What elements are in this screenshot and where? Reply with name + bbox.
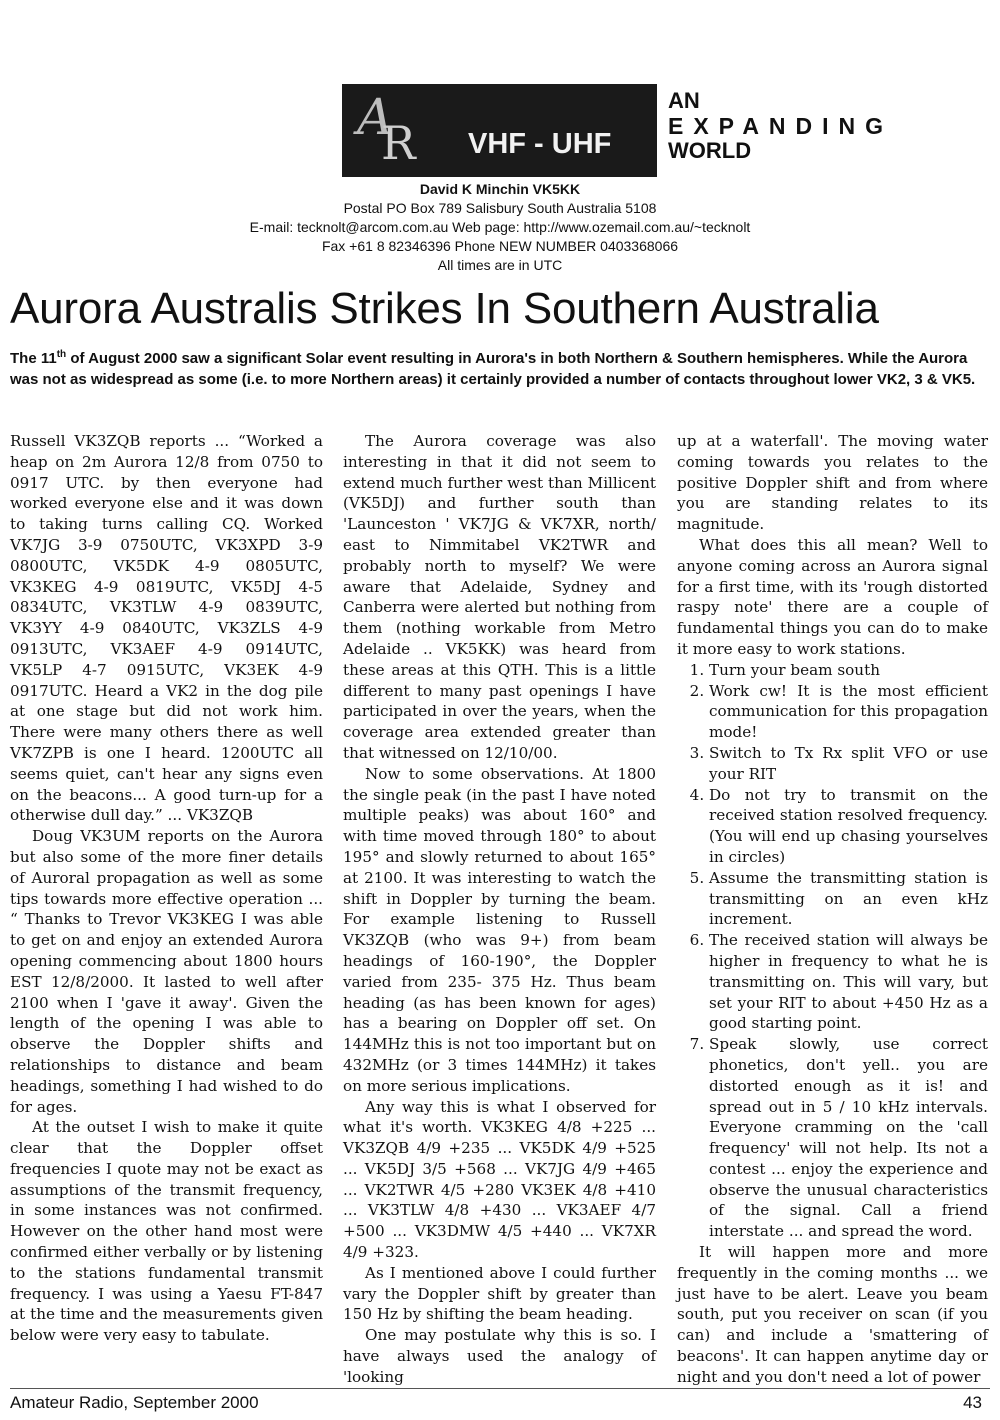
paragraph: At the outset I wish to make it quite clear that the Doppler offset frequencies I quote may not be exact as assumptions of the transmit frequency, in some instances was not confirmed. However on the other hand most were confirmed either verbally or by listening to the stations fundamental transmit frequency. I was using a Yaesu FT-847 at the time and the measurements given below were very easy to tabulate. [10, 1118, 323, 1345]
footer-page-number: 43 [963, 1393, 982, 1412]
footer-publication: Amateur Radio, September 2000 [10, 1393, 259, 1412]
article-intro: The 11th of August 2000 saw a significant Solar event resulting in Aurora's in both Northern & Southern hemispheres. While the Aurora was not as widespread as some (i.e. to more Northern areas) it certainly provided a number of contacts throughout lower VK2, 3 & VK5. [10, 349, 976, 388]
tips-list [677, 660, 988, 1242]
logo-letter-a: A [357, 88, 394, 146]
paragraph: What does this all mean? Well to anyone coming across an Aurora signal for a first time, with its 'rough distorted raspy note' there are a couple of fundamental things you can do to make it more easy to work stations. [677, 535, 988, 658]
text-column-1 [10, 431, 323, 1346]
paragraph: Now to some observations. At 1800 the single peak (in the past I have noted multiple peaks) was about 160° and with time moved through 180° to about 195° and slowly returned to about 165° at 2100. It was interesting to watch the shift in Doppler by turning the beam. For example listening to Russell VK3ZQB (who was 9+) from beam headings of 160-190°, the Doppler varied from 235- 375 Hz. Thus beam heading (as has been known for ages) has a bearing on Doppler off set. On 144MHz this is not too important but on 432MHz (or 3 times 144MHz) it takes on more serious implications. [343, 764, 656, 1095]
paragraph: As I mentioned above I could further vary the Doppler shift by greater than 150 Hz by shifting the beam heading. [343, 1263, 656, 1324]
text-column-3 [677, 431, 988, 1388]
author-block [0, 180, 1000, 275]
text-column-2 [343, 431, 656, 1388]
tagline-line-1: AN [668, 88, 700, 113]
list-item: 7. Speak slowly, use correct phonetics, don't yell.. you are distorted enough as it is! and spread out in 5 / 10 kHz intervals. Everyone cramming on the 'call frequency' will not help. Its not a contest ... enjoy the experience and observe the unusual characteristics of the signal. Call a friend interstate ... and spread the word. [709, 1034, 988, 1242]
list-item: 4. Do not try to transmit on the received station resolved frequency. (You will end up chasing yourselves in circles) [709, 785, 988, 868]
paragraph: The Aurora coverage was also interesting in that it did not seem to extend much further west than Millicent (VK5DJ) and further south than 'Launceston ' VK7JG & VK7XR, north/ east to Nimmitabel VK2TWR and probably north to myself? We were aware that Adelaide, Sydney and Canberra were alerted but nothing from them (nothing workable from Metro Adelaide .. VK5KK) was heard from these areas at this QTH. This is a little different to many past openings I have participated in over the years, when the coverage area extended greater than that witnessed on 12/10/00. [343, 432, 656, 762]
paragraph: One may postulate why this is so. I have always used the analogy of 'looking [343, 1326, 656, 1386]
author-times: All times are in UTC [437, 257, 563, 273]
author-contact: E-mail: tecknolt@arcom.com.au Web page: http://www.ozemail.com.au/~tecknolt [249, 219, 751, 235]
author-phone: Fax +61 8 82346396 Phone NEW NUMBER 0403368066 [321, 238, 679, 254]
column-band-label: VHF - UHF [468, 128, 612, 160]
author-name: David K Minchin VK5KK [419, 181, 581, 197]
list-item: 5. Assume the transmitting station is transmitting on an even kHz increment. [709, 868, 988, 930]
author-postal: Postal PO Box 789 Salisbury South Australia 5108 [343, 200, 657, 216]
paragraph: Doug VK3UM reports on the Aurora but also some of the more finer details of Auroral propagation as well as some tips towards more effective operation ... “ Thanks to Trevor VK3KEG I was able to get on and enjoy an extended Aurora opening commencing about 1800 hours EST 12/8/2000. It lasted to well after 2100 when I 'gave it away'. Given the length of the opening I was able to observe the Doppler shifts and relationships to distance and beam headings, something I had wished to do for ages. [10, 827, 323, 1116]
list-item: 1. Turn your beam south [709, 660, 988, 681]
paragraph: up at a waterfall'. The moving water coming towards you relates to the positive Doppler shift and from where you are standing relates to its magnitude. [677, 432, 988, 534]
article-title: Aurora Australis Strikes In Southern Australia [10, 284, 879, 333]
paragraph: It will happen more and more frequently in the coming months ... we just have to be alert. Leave you beam south, put you receiver on scan (if you can) and include a 'smattering of beacons'. It can happen anytime day or night and you don't need a lot of power [677, 1243, 988, 1386]
list-item: 6. The received station will always be higher in frequency to what he is transmitting on. This will vary, but set your RIT to about +450 Hz as a good starting point. [709, 930, 988, 1034]
logo-letter-r: R [381, 116, 416, 170]
tagline-line-2: EXPANDING [668, 113, 894, 139]
footer-divider [10, 1388, 990, 1389]
paragraph: Russell VK3ZQB reports ... “Worked a heap on 2m Aurora 12/8 from 0750 to 0917 UTC. by then everyone had worked everyone else and it was down to taking turns calling CQ. Worked VK7JG 3-9 0750UTC, VK3XPD 3-9 0800UTC, VK5DK 4-9 0805UTC, VK3KEG 4-9 0819UTC, VK5DJ 4-5 0834UTC, VK3TLW 4-9 0839UTC, VK3YY 4-9 0840UTC, VK3ZLS 4-9 0913UTC, VK3AEF 4-9 0914UTC, VK5LP 4-7 0915UTC, VK3EK 4-9 0917UTC. Heard a VK2 in the dog pile at one stage but did not work him. There were many others there as well VK7ZPB is one I heard. 1200UTC all seems quiet, can't hear any signs even on the beacons... A good turn-up for a otherwise dull day.” ... VK3ZQB [10, 432, 323, 825]
list-item: 2. Work cw! It is the most efficient communication for this propagation mode! [709, 681, 988, 743]
tagline-line-3: WORLD [668, 138, 752, 163]
paragraph: Any way this is what I observed for what it's worth. VK3KEG 4/8 +225 ... VK3ZQB 4/9 +235 ... VK5DK 4/9 +525 ... VK5DJ 3/5 +568 ... VK7JG 4/9 +465 ... VK2TWR 4/5 +280 VK3EK 4/8 +410 ... VK3TLW 4/8 +430 ... VK3AEF 4/7 +500 ... VK3DMW 4/5 +440 ... VK7XR 4/9 +323. [343, 1097, 656, 1262]
list-item: 3. Switch to Tx Rx split VFO or use your RIT [709, 743, 988, 785]
ar-logo [355, 88, 416, 172]
